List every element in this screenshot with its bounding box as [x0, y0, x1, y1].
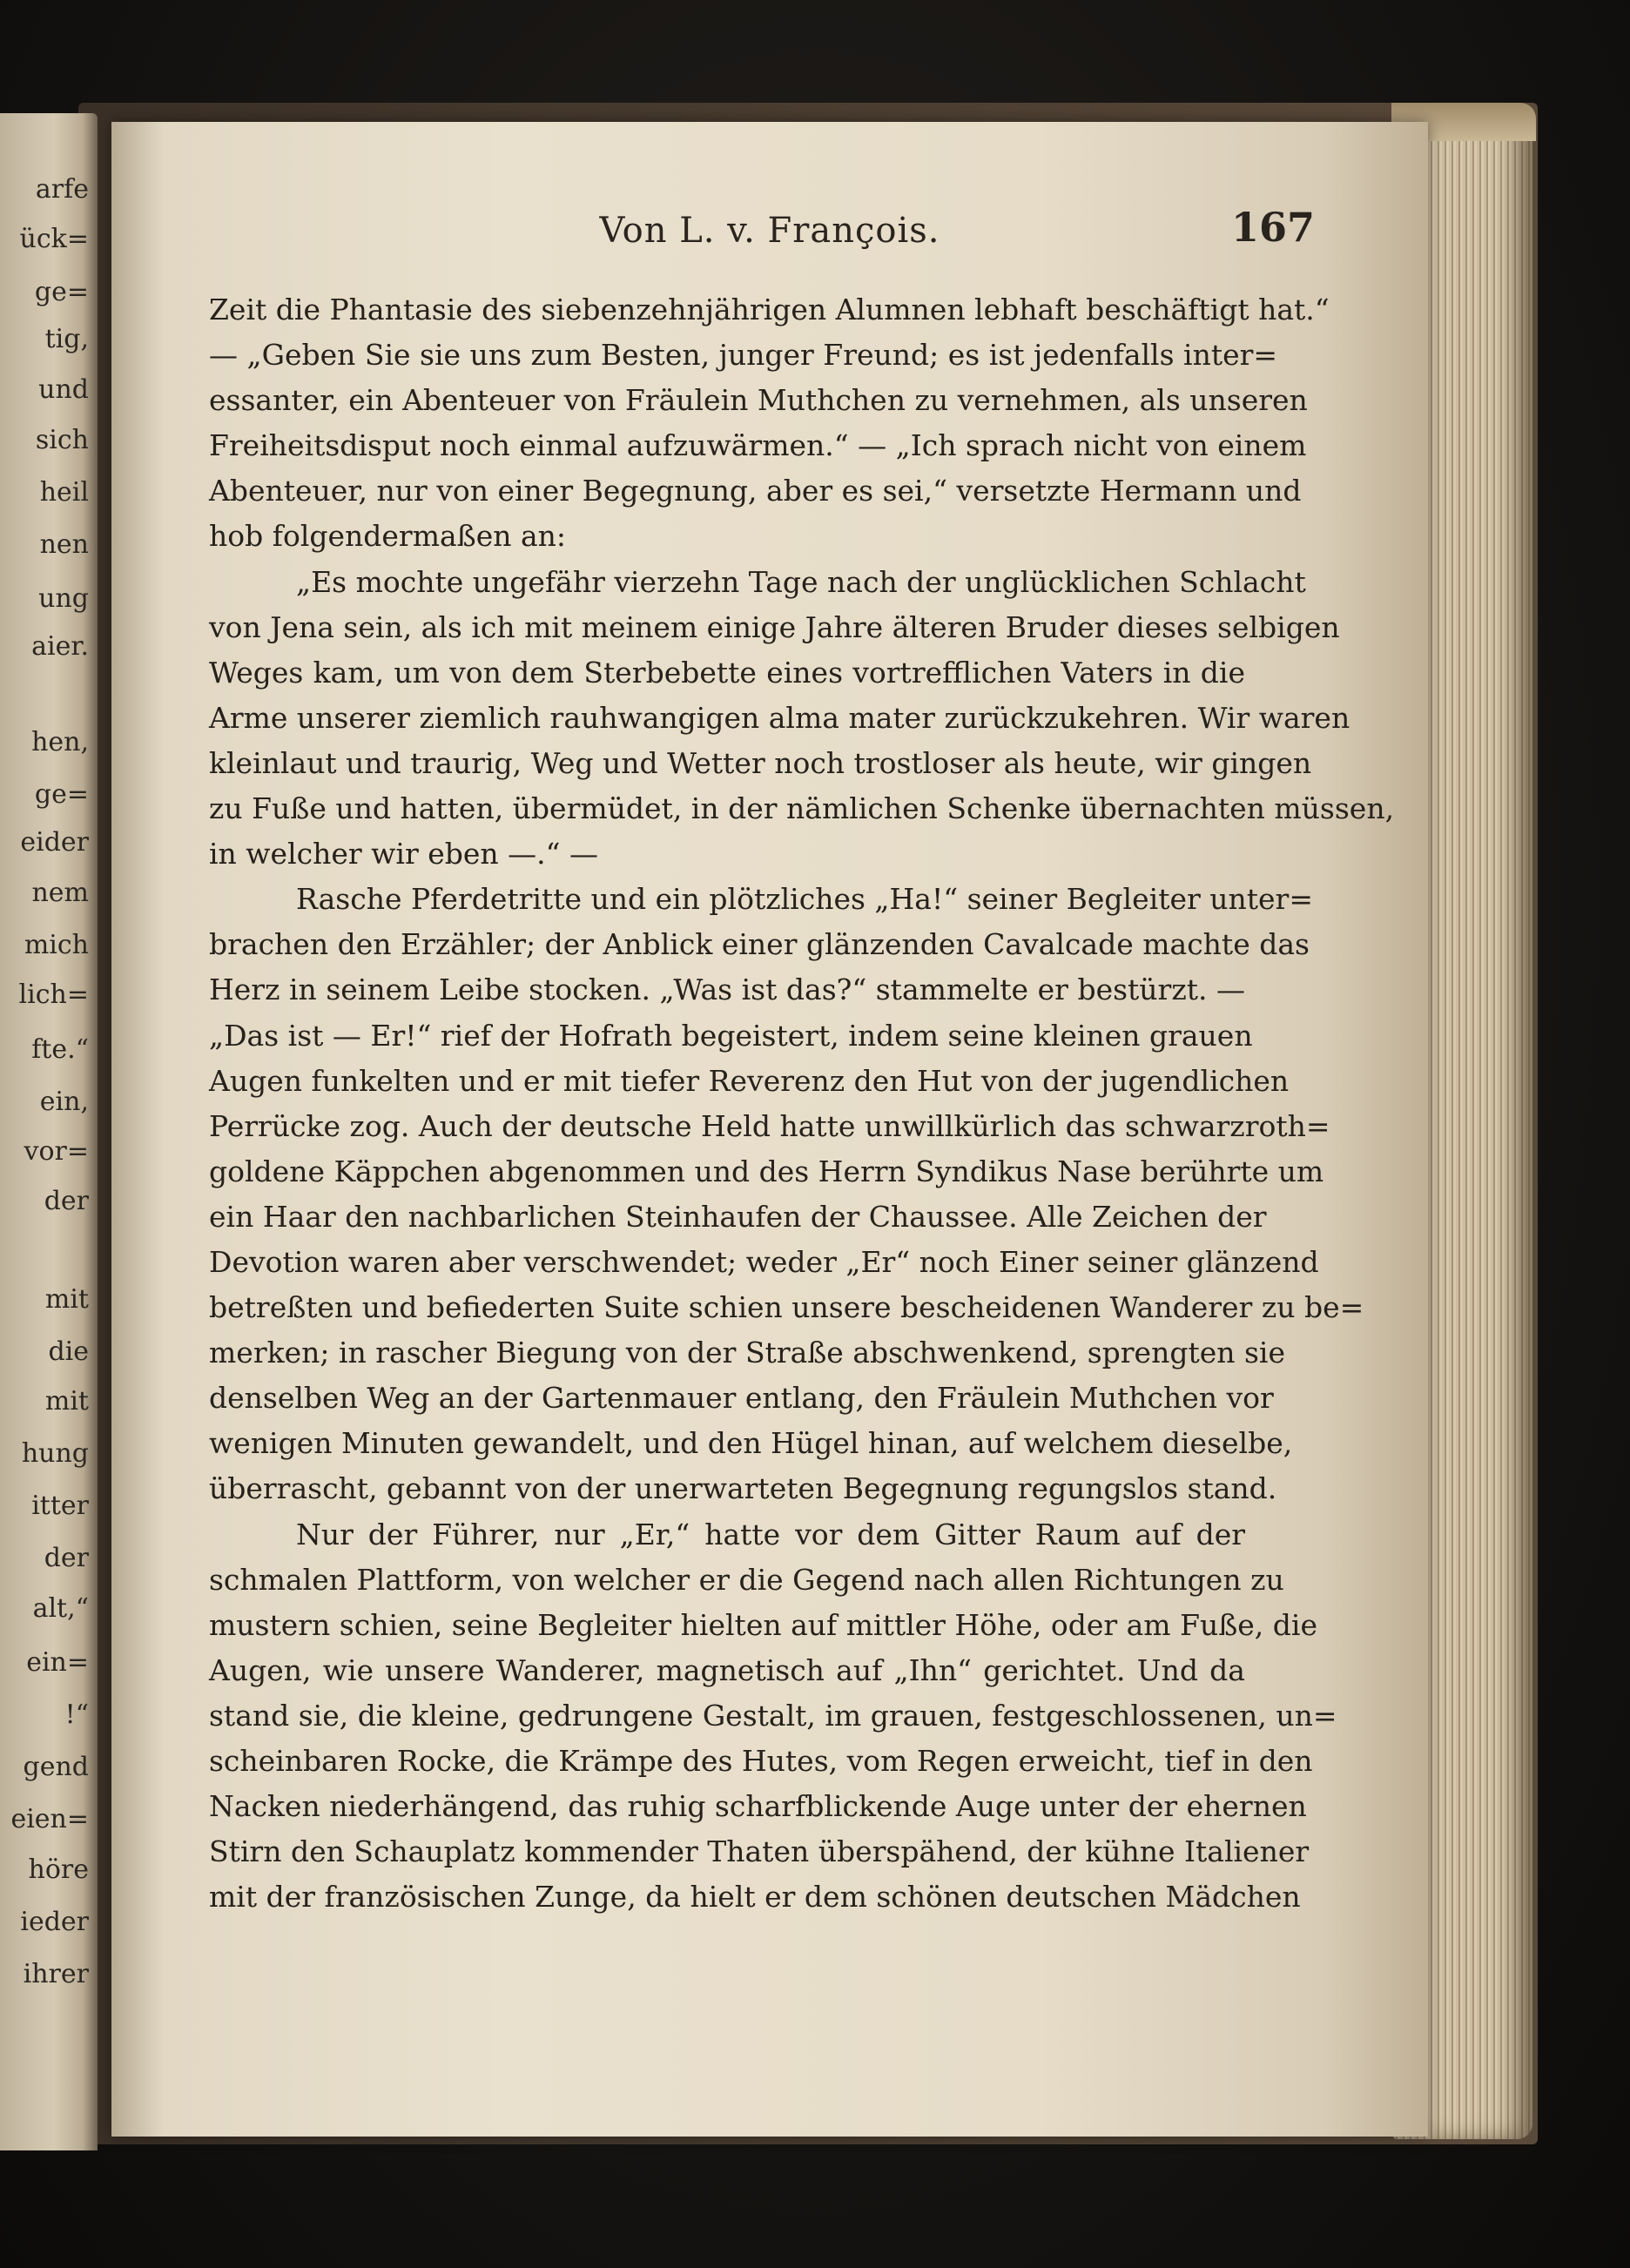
text-line: ein Haar den nachbarlichen Steinhaufen der Chaussee. Alle Zeichen der [209, 1199, 1267, 1234]
text-line: von Jena sein, als ich mit meinem einige Jahre älteren Bruder dieses selbigen [209, 609, 1340, 644]
left-page-fragment: mit [44, 1386, 89, 1417]
left-page-fragment: fte.“ [31, 1034, 89, 1065]
text-line: brachen den Erzähler; der Anblick einer glänzenden Cavalcade machte das [209, 927, 1310, 962]
text-line: kleinlaut und traurig, Weg und Wetter noch trostloser als heute, wir gingen [209, 745, 1312, 780]
left-page-fragment: eider [20, 827, 89, 858]
left-page-fragment: der [44, 1186, 89, 1216]
text-line: Stirn den Schauplatz kommender Thaten überspähend, der kühne Italiener [209, 1834, 1310, 1869]
left-page-fragment: mit [44, 1284, 89, 1315]
text-line: zu Fuße und hatten, übermüdet, in der nämlichen Schenke übernachten müssen, [209, 791, 1395, 826]
left-page-fragment: der [44, 1543, 89, 1573]
text-line: Herz in seinem Leibe stocken. „Was ist das?“ stammelte er bestürzt. — [209, 972, 1245, 1007]
left-page-fragment: ge= [34, 779, 89, 810]
left-page-fragment: die [48, 1336, 89, 1367]
page-number: 167 [1230, 204, 1315, 251]
left-page-fragment: aier. [31, 631, 89, 662]
left-page-fragment: nem [31, 878, 89, 908]
left-page-fragment: gend [23, 1752, 89, 1782]
left-page-fragment: und [38, 374, 89, 405]
left-page-fragment: mich [24, 930, 89, 960]
left-page-fragment: arfe [35, 174, 89, 205]
left-page-fragment: ieder [20, 1907, 89, 1937]
text-line: essanter, ein Abenteuer von Fräulein Muthchen zu vernehmen, als unseren [209, 383, 1308, 418]
text-line: Devotion waren aber verschwendet; weder „Er“ noch Einer seiner glänzend [209, 1244, 1319, 1279]
left-page-fragment: ein, [39, 1087, 89, 1117]
text-line: Abenteuer, nur von einer Begegnung, aber es sei,“ versetzte Hermann und [209, 474, 1302, 508]
text-line: wenigen Minuten gewandelt, und den Hügel hinan, auf welchem dieselbe, [209, 1426, 1293, 1461]
left-page-fragment: eien= [10, 1804, 89, 1834]
text-line: hob folgendermaßen an: [209, 519, 567, 554]
text-line: stand sie, die kleine, gedrungene Gestalt, im grauen, festgeschlossenen, un= [209, 1698, 1337, 1733]
left-page-fragment: ück= [19, 224, 89, 254]
text-line: Nacken niederhängend, das ruhig scharfblickende Auge unter der ehernen [209, 1789, 1307, 1824]
text-line: merken; in rascher Biegung von der Straße abschwenkend, sprengten sie [209, 1336, 1286, 1370]
text-line: mustern schien, seine Begleiter hielten auf mittler Höhe, oder am Fuße, die [209, 1607, 1317, 1642]
left-page-fragment: höre [28, 1854, 89, 1885]
text-line: denselben Weg an der Gartenmauer entlang, den Fräulein Muthchen vor [209, 1381, 1274, 1416]
text-line: Nur der Führer, nur „Er,“ hatte vor dem Gitter Raum auf der [296, 1517, 1245, 1551]
left-page-fragment: hung [21, 1438, 89, 1469]
book-page [111, 122, 1428, 2137]
text-line: goldene Käppchen abgenommen und des Herrn Syndikus Nase berührte um [209, 1154, 1324, 1188]
left-page-fragment: !“ [64, 1699, 89, 1730]
left-page-fragment: itter [31, 1491, 89, 1521]
running-head: Von L. v. François. [599, 211, 940, 251]
text-line: Rasche Pferdetritte und ein plötzliches „Ha!“ seiner Begleiter unter= [296, 882, 1313, 917]
left-page-fragment: hen, [31, 727, 89, 757]
text-line: „Das ist — Er!“ rief der Hofrath begeistert, indem seine kleinen grauen [209, 1018, 1253, 1053]
text-line: betreßten und befiederten Suite schien unsere bescheidenen Wanderer zu be= [209, 1290, 1364, 1325]
text-line: scheinbaren Rocke, die Krämpe des Hutes, vom Regen erweicht, tief in den [209, 1744, 1313, 1778]
left-page-fragment: lich= [18, 979, 89, 1010]
body-text [209, 287, 1395, 1920]
text-line: überrascht, gebannt von der unerwarteten Begegnung regungslos stand. [209, 1471, 1277, 1506]
text-line: Freiheitsdisput noch einmal aufzuwärmen.“ — „Ich sprach nicht von einem [209, 428, 1307, 463]
left-page-fragment: sich [35, 425, 89, 455]
left-facing-page [0, 113, 98, 2150]
text-line: Arme unserer ziemlich rauhwangigen alma mater zurückzukehren. Wir waren [209, 700, 1350, 735]
text-line: in welcher wir eben —.“ — [209, 837, 598, 872]
left-page-fragment: alt,“ [32, 1593, 89, 1624]
text-line: Perrücke zog. Auch der deutsche Held hatte unwillkürlich das schwarzroth= [209, 1108, 1330, 1143]
left-page-fragment: tig, [44, 324, 89, 354]
page-header [111, 204, 1428, 263]
text-line: Weges kam, um von dem Sterbebette eines vortrefflichen Vaters in die [209, 655, 1245, 690]
text-line: — „Geben Sie sie uns zum Besten, junger Freund; es ist jedenfalls inter= [209, 338, 1278, 373]
left-page-fragment: ihrer [23, 1959, 89, 1989]
text-line: Zeit die Phantasie des siebenzehnjährigen Alumnen lebhaft beschäftigt hat.“ [209, 293, 1330, 326]
left-page-fragment: ge= [34, 277, 89, 307]
text-line: Augen funkelten und er mit tiefer Reverenz den Hut von der jugendlichen [209, 1063, 1290, 1098]
text-line: schmalen Plattform, von welcher er die Gegend nach allen Richtungen zu [209, 1562, 1284, 1597]
left-page-fragment: ein= [26, 1647, 89, 1678]
left-page-fragment: heil [39, 477, 89, 508]
left-page-fragment: ung [38, 583, 89, 614]
text-line: „Es mochte ungefähr vierzehn Tage nach der unglücklichen Schlacht [296, 564, 1306, 599]
text-line: Augen, wie unsere Wanderer, magnetisch auf „Ihn“ gerichtet. Und da [209, 1652, 1245, 1687]
left-page-fragment: vor= [24, 1136, 89, 1167]
left-page-fragment: nen [39, 529, 89, 560]
text-line: mit der französischen Zunge, da hielt er dem schönen deutschen Mädchen [209, 1880, 1301, 1915]
